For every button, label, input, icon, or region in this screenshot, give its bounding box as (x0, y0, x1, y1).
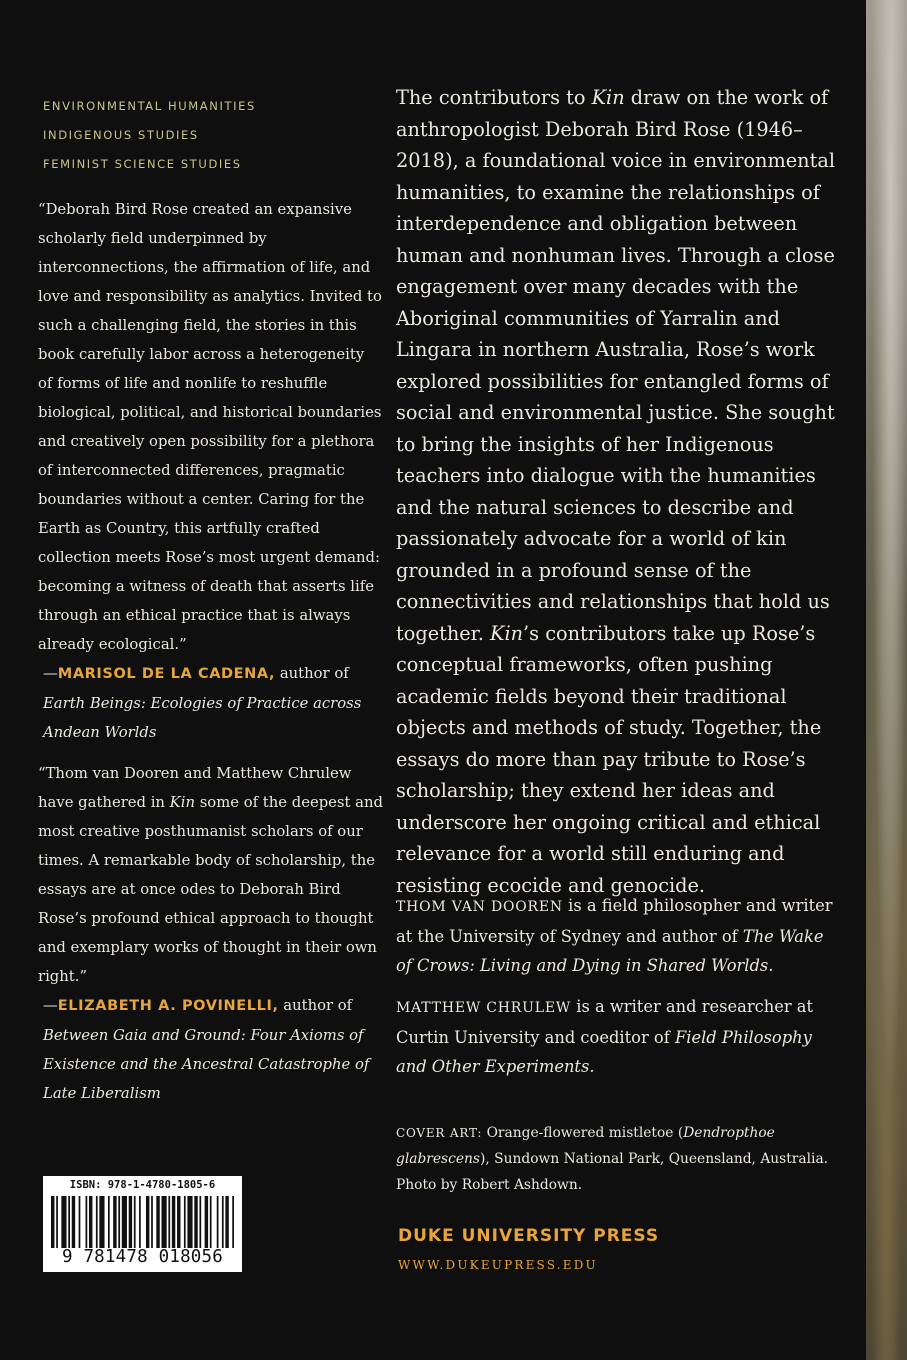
cover-art-text: Orange-flowered mistletoe ( (482, 1125, 684, 1141)
attribution-book: Between Gaia and Ground: Four Axioms of Existence and the Ancestral Catastrophe of Late Liberalism (43, 1027, 370, 1102)
quote-text (38, 759, 383, 991)
barcode-bar (222, 1196, 224, 1248)
barcode-bar (122, 1196, 127, 1248)
cover-art-species: Dendropthoe glabrescens (396, 1125, 775, 1167)
publisher-name: DUKE UNIVERSITY PRESS (398, 1226, 660, 1246)
barcode-bar (86, 1196, 88, 1248)
barcode-bar (129, 1196, 132, 1248)
publisher-url: WWW.DUKEUPRESS.EDU (398, 1258, 598, 1272)
endorsement-quote-2 (38, 759, 383, 1108)
barcode-bar (172, 1196, 175, 1248)
bio-name: THOM VAN DOOREN (396, 899, 563, 915)
author-bio-1 (396, 891, 841, 980)
bio-text (396, 891, 841, 980)
barcode-digits: 9 781478 018056 (61, 1247, 224, 1267)
bio-body: is a writer and researcher at Curtin University and coeditor of (396, 997, 814, 1047)
book-description (396, 82, 841, 901)
attribution-suffix: author of (278, 997, 353, 1014)
barcode-bar (151, 1196, 153, 1248)
bio-text (396, 992, 841, 1081)
cover-art-label: COVER ART: (396, 1126, 483, 1140)
isbn-label: ISBN: 978-1-4780-1805-6 (69, 1179, 216, 1191)
book-title-kin: Kin (490, 621, 524, 645)
quote-text-part: some of the deepest and most creative posthumanist scholars of our times. A remarkable body of scholarship, the essays are at once odes to Deborah Bird Rose’s profound ethical approach to thought and exemplary works of thought in their own right.” (38, 794, 384, 985)
barcode-bar (146, 1196, 149, 1248)
barcode-bar (156, 1196, 159, 1248)
barcode-bar (96, 1196, 98, 1248)
barcode-bar (184, 1196, 186, 1248)
attribution-book: Earth Beings: Ecologies of Practice across Andean Worlds (43, 695, 362, 741)
barcode-bar (68, 1196, 70, 1248)
barcode-bar (72, 1196, 75, 1248)
quote-title-kin: Kin (169, 794, 195, 811)
description-text (396, 82, 841, 901)
author-bio-2 (396, 992, 841, 1081)
subject-categories (43, 92, 256, 179)
description-part: ’s contributors take up Rose’s conceptual frameworks, often pushing academic fields beyond their traditional objects and methods of study. Together, the essays do more than pay tribute to Rose’s scholarship; they extend her ideas and underscore her ongoing critical and ethical relevance for a world still enduring and resisting ecocide and genocide. (396, 621, 822, 897)
attribution-name: MARISOL DE LA CADENA, (57, 666, 276, 682)
barcode-bar (177, 1196, 180, 1248)
barcode-bar (199, 1196, 201, 1248)
barcode-bar (232, 1196, 234, 1248)
book-title-kin: Kin (591, 86, 625, 109)
barcode-bar (56, 1196, 58, 1248)
description-part: draw on the work of anthropologist Deborah Bird Rose (1946–2018), a foundational voice in environmental humanities, to examine the relationships of interdependence and obligation between human and nonhuman lives. Through a close engagement over many decades with the Aboriginal communities of Yarralin and Lingara in northern Australia, Rose’s work explored possibilities for entangled forms of social and environmental justice. She sought to bring the insights of her Indigenous teachers into dialogue with the humanities and the natural sciences to describe and passionately advocate for a world of kin grounded in a profound sense of the connectivities and relationships that hold us together. (396, 86, 835, 645)
barcode-bar (168, 1196, 170, 1248)
barcode-bar (61, 1196, 66, 1248)
subject-category: INDIGENOUS STUDIES (43, 128, 199, 142)
subject-category: FEMINIST SCIENCE STUDIES (43, 157, 242, 171)
attribution-dash: — (43, 997, 58, 1014)
barcode-bar (113, 1196, 116, 1248)
bio-book: The Wake of Crows: Living and Dying in Shared Worlds. (396, 927, 824, 975)
bio-name: MATTHEW CHRULEW (396, 1000, 572, 1016)
quote-text: “Deborah Bird Rose created an expansive scholarly field underpinned by interconnections, the affirmation of life, and love and responsibility as analytics. Invited to such a challenging field, the stories in this book carefully labor across a heterogeneity of forms of life and nonlife to reshuffle biological, political, and historical boundaries and creatively open possibility for a plethora of interconnected differences, pragmatic boundaries without a center. Caring for the Earth as Country, this artfully crafted collection meets Rose’s most urgent demand: becoming a witness of death that asserts life through an ethical practice that is always already ecological.” (38, 201, 382, 653)
quote-attribution (38, 991, 383, 1021)
barcode-bar (194, 1196, 197, 1248)
cover-photo-edge (866, 0, 907, 1360)
barcode-bar (99, 1196, 104, 1248)
barcode-bars (51, 1196, 234, 1248)
quote-text-part: “Thom van Dooren and Matthew Chrulew have gathered in (38, 765, 352, 811)
attribution-name: ELIZABETH A. POVINELLI, (57, 998, 279, 1014)
description-part: The contributors to (396, 86, 592, 109)
barcode-bar (210, 1196, 212, 1248)
barcode-bar (139, 1196, 141, 1248)
quote-attribution (38, 659, 383, 689)
barcode-bar (161, 1196, 166, 1248)
bio-book: Field Philosophy and Other Experiments. (396, 1028, 812, 1076)
barcode-bar (217, 1196, 219, 1248)
cover-art-text: ), Sundown National Park, Queensland, Australia. Photo by Robert Ashdown. (396, 1151, 829, 1193)
attribution-dash: — (43, 665, 58, 682)
barcode-bar (187, 1196, 192, 1248)
barcode-bar (134, 1196, 136, 1248)
barcode-bar (89, 1196, 92, 1248)
barcode-bar (225, 1196, 228, 1248)
barcode-bar (108, 1196, 110, 1248)
barcode-bar (205, 1196, 208, 1248)
barcode-bar (79, 1196, 81, 1248)
subject-category: ENVIRONMENTAL HUMANITIES (43, 99, 256, 113)
cover-art-credit (396, 1120, 836, 1198)
barcode-bar (51, 1196, 54, 1248)
bio-body: is a field philosopher and writer at the University of Sydney and author of (396, 896, 833, 946)
barcode-bar (118, 1196, 120, 1248)
endorsement-quote-1 (38, 195, 383, 747)
attribution-suffix: author of (275, 665, 349, 682)
isbn-barcode (43, 1176, 242, 1272)
